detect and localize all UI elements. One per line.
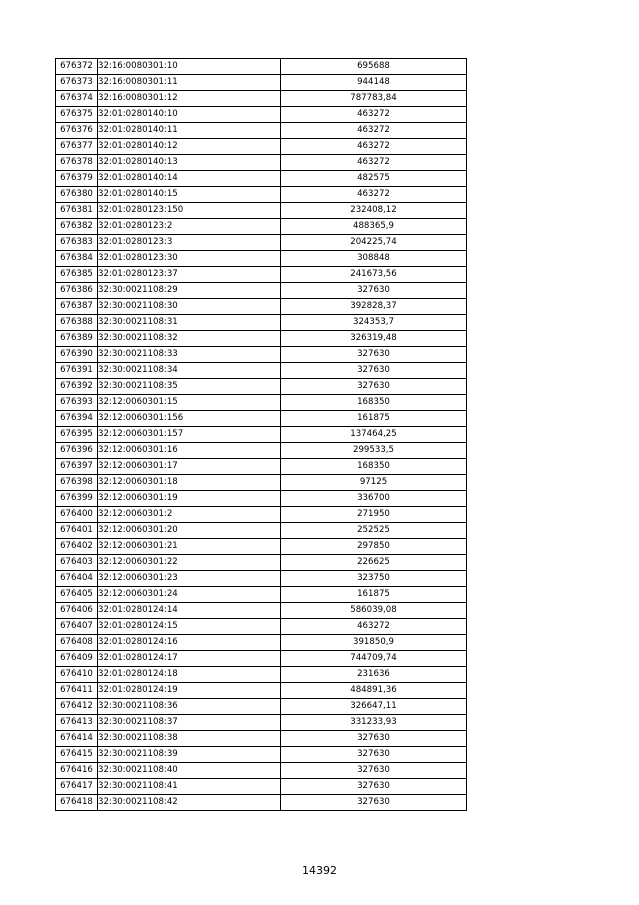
cadastral-number-cell: 32:12:0060301:18 [98,475,281,491]
cadastral-number-cell: 32:30:0021108:31 [98,315,281,331]
value-cell: 327630 [281,795,467,811]
table-row [56,235,467,251]
value-cell: 463272 [281,187,467,203]
value-cell: 482575 [281,171,467,187]
table-row [56,443,467,459]
row-id-cell: 676383 [56,235,98,251]
table-row [56,427,467,443]
value-cell: 168350 [281,459,467,475]
value-cell: 787783,84 [281,91,467,107]
value-cell: 463272 [281,123,467,139]
value-cell: 327630 [281,779,467,795]
row-id-cell: 676381 [56,203,98,219]
cadastral-number-cell: 32:01:0280140:15 [98,187,281,203]
cadastral-number-cell: 32:01:0280123:2 [98,219,281,235]
row-id-cell: 676400 [56,507,98,523]
row-id-cell: 676399 [56,491,98,507]
row-id-cell: 676384 [56,251,98,267]
value-cell: 327630 [281,763,467,779]
value-cell: 695688 [281,59,467,75]
row-id-cell: 676412 [56,699,98,715]
table-body [56,59,467,811]
cadastral-number-cell: 32:01:0280140:11 [98,123,281,139]
cadastral-number-cell: 32:12:0060301:2 [98,507,281,523]
row-id-cell: 676382 [56,219,98,235]
row-id-cell: 676402 [56,539,98,555]
table-row [56,203,467,219]
value-cell: 324353,7 [281,315,467,331]
table-row [56,539,467,555]
cadastral-number-cell: 32:12:0060301:21 [98,539,281,555]
row-id-cell: 676394 [56,411,98,427]
table-row [56,731,467,747]
cadastral-number-cell: 32:12:0060301:20 [98,523,281,539]
cadastral-number-cell: 32:12:0060301:17 [98,459,281,475]
value-cell: 323750 [281,571,467,587]
table-row [56,795,467,811]
row-id-cell: 676389 [56,331,98,347]
row-id-cell: 676403 [56,555,98,571]
value-cell: 463272 [281,155,467,171]
table-row [56,187,467,203]
table-row [56,155,467,171]
cadastral-number-cell: 32:01:0280123:150 [98,203,281,219]
cadastral-number-cell: 32:30:0021108:34 [98,363,281,379]
value-cell: 326647,11 [281,699,467,715]
cadastral-number-cell: 32:12:0060301:22 [98,555,281,571]
table-row [56,491,467,507]
table-row [56,139,467,155]
value-cell: 391850,9 [281,635,467,651]
cadastral-number-cell: 32:12:0060301:156 [98,411,281,427]
table-row [56,779,467,795]
cadastral-number-cell: 32:12:0060301:19 [98,491,281,507]
cadastral-number-cell: 32:30:0021108:30 [98,299,281,315]
value-cell: 327630 [281,347,467,363]
cadastral-number-cell: 32:01:0280123:37 [98,267,281,283]
row-id-cell: 676390 [56,347,98,363]
table-row [56,331,467,347]
cadastral-number-cell: 32:12:0060301:16 [98,443,281,459]
row-id-cell: 676410 [56,667,98,683]
row-id-cell: 676379 [56,171,98,187]
value-cell: 299533,5 [281,443,467,459]
value-cell: 327630 [281,283,467,299]
table-row [56,507,467,523]
row-id-cell: 676413 [56,715,98,731]
cadastral-number-cell: 32:01:0280140:10 [98,107,281,123]
value-cell: 744709,74 [281,651,467,667]
value-cell: 161875 [281,587,467,603]
cadastral-number-cell: 32:16:0080301:11 [98,75,281,91]
row-id-cell: 676409 [56,651,98,667]
row-id-cell: 676387 [56,299,98,315]
table-row [56,123,467,139]
value-cell: 463272 [281,139,467,155]
table-row [56,459,467,475]
row-id-cell: 676397 [56,459,98,475]
value-cell: 463272 [281,619,467,635]
cadastral-number-cell: 32:30:0021108:36 [98,699,281,715]
cadastral-number-cell: 32:30:0021108:29 [98,283,281,299]
cadastral-number-cell: 32:30:0021108:40 [98,763,281,779]
page-number: 14392 [302,864,337,877]
table-row [56,251,467,267]
value-cell: 97125 [281,475,467,491]
table-row [56,603,467,619]
table-row [56,683,467,699]
cadastral-number-cell: 32:30:0021108:35 [98,379,281,395]
value-cell: 944148 [281,75,467,91]
row-id-cell: 676378 [56,155,98,171]
cadastral-number-cell: 32:01:0280124:17 [98,651,281,667]
cadastral-number-cell: 32:01:0280124:18 [98,667,281,683]
table-row [56,571,467,587]
row-id-cell: 676418 [56,795,98,811]
table-row [56,91,467,107]
row-id-cell: 676376 [56,123,98,139]
row-id-cell: 676373 [56,75,98,91]
row-id-cell: 676386 [56,283,98,299]
table-row [56,171,467,187]
row-id-cell: 676372 [56,59,98,75]
table-row [56,379,467,395]
value-cell: 327630 [281,747,467,763]
value-cell: 331233,93 [281,715,467,731]
table-row [56,59,467,75]
value-cell: 327630 [281,363,467,379]
cadastral-number-cell: 32:01:0280140:14 [98,171,281,187]
row-id-cell: 676388 [56,315,98,331]
cadastral-number-cell: 32:01:0280140:13 [98,155,281,171]
table-row [56,219,467,235]
row-id-cell: 676411 [56,683,98,699]
table-row [56,667,467,683]
table-row [56,555,467,571]
row-id-cell: 676380 [56,187,98,203]
table-row [56,747,467,763]
row-id-cell: 676393 [56,395,98,411]
table-row [56,315,467,331]
row-id-cell: 676398 [56,475,98,491]
cadastral-number-cell: 32:01:0280123:30 [98,251,281,267]
table-row [56,635,467,651]
cadastral-number-cell: 32:12:0060301:15 [98,395,281,411]
row-id-cell: 676408 [56,635,98,651]
value-cell: 168350 [281,395,467,411]
row-id-cell: 676414 [56,731,98,747]
value-cell: 463272 [281,107,467,123]
value-cell: 297850 [281,539,467,555]
row-id-cell: 676392 [56,379,98,395]
cadastral-number-cell: 32:01:0280124:15 [98,619,281,635]
cadastral-number-cell: 32:30:0021108:37 [98,715,281,731]
value-cell: 336700 [281,491,467,507]
value-cell: 271950 [281,507,467,523]
table-row [56,587,467,603]
table-row [56,523,467,539]
cadastral-number-cell: 32:01:0280124:19 [98,683,281,699]
cadastral-number-cell: 32:01:0280124:14 [98,603,281,619]
table-row [56,651,467,667]
value-cell: 326319,48 [281,331,467,347]
value-cell: 232408,12 [281,203,467,219]
row-id-cell: 676401 [56,523,98,539]
cadastral-number-cell: 32:01:0280123:3 [98,235,281,251]
cadastral-number-cell: 32:30:0021108:41 [98,779,281,795]
cadastral-number-cell: 32:12:0060301:24 [98,587,281,603]
table-row [56,699,467,715]
value-cell: 161875 [281,411,467,427]
cadastral-number-cell: 32:30:0021108:42 [98,795,281,811]
row-id-cell: 676391 [56,363,98,379]
row-id-cell: 676396 [56,443,98,459]
table-row [56,75,467,91]
data-table [55,58,467,811]
value-cell: 586039,08 [281,603,467,619]
cadastral-number-cell: 32:12:0060301:157 [98,427,281,443]
table-row [56,475,467,491]
value-cell: 488365,9 [281,219,467,235]
value-cell: 327630 [281,379,467,395]
table-row [56,411,467,427]
value-cell: 231636 [281,667,467,683]
row-id-cell: 676395 [56,427,98,443]
value-cell: 327630 [281,731,467,747]
table-row [56,619,467,635]
value-cell: 484891,36 [281,683,467,699]
cadastral-number-cell: 32:01:0280124:16 [98,635,281,651]
table-row [56,299,467,315]
row-id-cell: 676374 [56,91,98,107]
value-cell: 137464,25 [281,427,467,443]
table-row [56,347,467,363]
row-id-cell: 676407 [56,619,98,635]
table-row [56,715,467,731]
row-id-cell: 676417 [56,779,98,795]
row-id-cell: 676375 [56,107,98,123]
row-id-cell: 676405 [56,587,98,603]
value-cell: 226625 [281,555,467,571]
table-row [56,107,467,123]
cadastral-number-cell: 32:30:0021108:33 [98,347,281,363]
value-cell: 392828,37 [281,299,467,315]
row-id-cell: 676385 [56,267,98,283]
cadastral-number-cell: 32:30:0021108:39 [98,747,281,763]
row-id-cell: 676377 [56,139,98,155]
row-id-cell: 676406 [56,603,98,619]
table-row [56,763,467,779]
table-row [56,267,467,283]
row-id-cell: 676415 [56,747,98,763]
value-cell: 252525 [281,523,467,539]
value-cell: 308848 [281,251,467,267]
value-cell: 204225,74 [281,235,467,251]
table-row [56,395,467,411]
cadastral-number-cell: 32:30:0021108:38 [98,731,281,747]
table-row [56,283,467,299]
cadastral-number-cell: 32:01:0280140:12 [98,139,281,155]
value-cell: 241673,56 [281,267,467,283]
cadastral-number-cell: 32:12:0060301:23 [98,571,281,587]
cadastral-number-cell: 32:30:0021108:32 [98,331,281,347]
cadastral-number-cell: 32:16:0080301:12 [98,91,281,107]
cadastral-number-cell: 32:16:0080301:10 [98,59,281,75]
table-row [56,363,467,379]
row-id-cell: 676416 [56,763,98,779]
row-id-cell: 676404 [56,571,98,587]
